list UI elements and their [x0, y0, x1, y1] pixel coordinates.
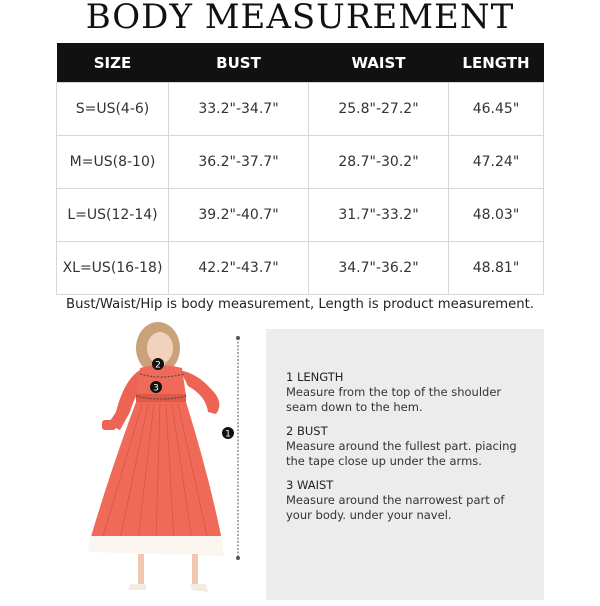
page-title: BODY MEASUREMENT	[85, 0, 515, 37]
size-cell: M=US(8-10)	[57, 136, 169, 189]
dress-model-figure	[80, 322, 260, 602]
guide-bust	[286, 424, 536, 469]
guide-heading: 2 BUST	[286, 424, 328, 438]
guide-waist	[286, 478, 536, 523]
dress-illustration	[80, 322, 260, 602]
hem-band	[88, 536, 224, 556]
column-header-bust: BUST	[169, 43, 309, 83]
length-top-dot	[236, 336, 240, 340]
table-row	[57, 83, 544, 136]
bust-cell: 36.2"-37.7"	[169, 136, 309, 189]
right-leg	[192, 554, 198, 584]
measurement-note: Bust/Waist/Hip is body measurement, Length is product measurement.	[66, 297, 534, 312]
waist-cell: 25.8"-27.2"	[309, 83, 449, 136]
guide-line: your body. under your navel.	[286, 508, 452, 522]
table-header-row	[57, 43, 544, 83]
waist-cell: 31.7"-33.2"	[309, 189, 449, 242]
column-header-length: LENGTH	[449, 43, 544, 83]
marker-1-label: 1	[225, 429, 231, 440]
guide-heading: 1 LENGTH	[286, 370, 344, 384]
column-header-size: SIZE	[57, 43, 169, 83]
guide-line: seam down to the hem.	[286, 400, 423, 414]
bust-cell: 33.2"-34.7"	[169, 83, 309, 136]
length-cell: 46.45"	[449, 83, 544, 136]
bodice	[136, 365, 186, 396]
size-cell: L=US(12-14)	[57, 189, 169, 242]
column-header-waist: WAIST	[309, 43, 449, 83]
size-cell: S=US(4-6)	[57, 83, 169, 136]
left-shoe	[128, 584, 146, 590]
table-row	[57, 189, 544, 242]
marker-2-label: 2	[155, 360, 161, 371]
bust-cell: 39.2"-40.7"	[169, 189, 309, 242]
guide-line: Measure around the fullest part. piacing	[286, 439, 517, 453]
bust-cell: 42.2"-43.7"	[169, 242, 309, 295]
table-row	[57, 136, 544, 189]
measurement-guide-panel	[266, 329, 544, 600]
size-chart-table	[56, 43, 544, 295]
size-cell: XL=US(16-18)	[57, 242, 169, 295]
waist-cell: 28.7"-30.2"	[309, 136, 449, 189]
length-cell: 48.81"	[449, 242, 544, 295]
left-cuff	[102, 420, 116, 430]
guide-line: the tape close up under the arms.	[286, 454, 482, 468]
guide-length	[286, 370, 536, 415]
marker-3-label: 3	[153, 383, 159, 394]
waist-cell: 34.7"-36.2"	[309, 242, 449, 295]
table-row	[57, 242, 544, 295]
length-bottom-dot	[236, 556, 240, 560]
right-shoe	[190, 584, 208, 592]
length-cell: 48.03"	[449, 189, 544, 242]
guide-line: Measure around the narrowest part of	[286, 493, 505, 507]
guide-line: Measure from the top of the shoulder	[286, 385, 502, 399]
length-cell: 47.24"	[449, 136, 544, 189]
guide-heading: 3 WAIST	[286, 478, 334, 492]
left-leg	[138, 554, 144, 584]
